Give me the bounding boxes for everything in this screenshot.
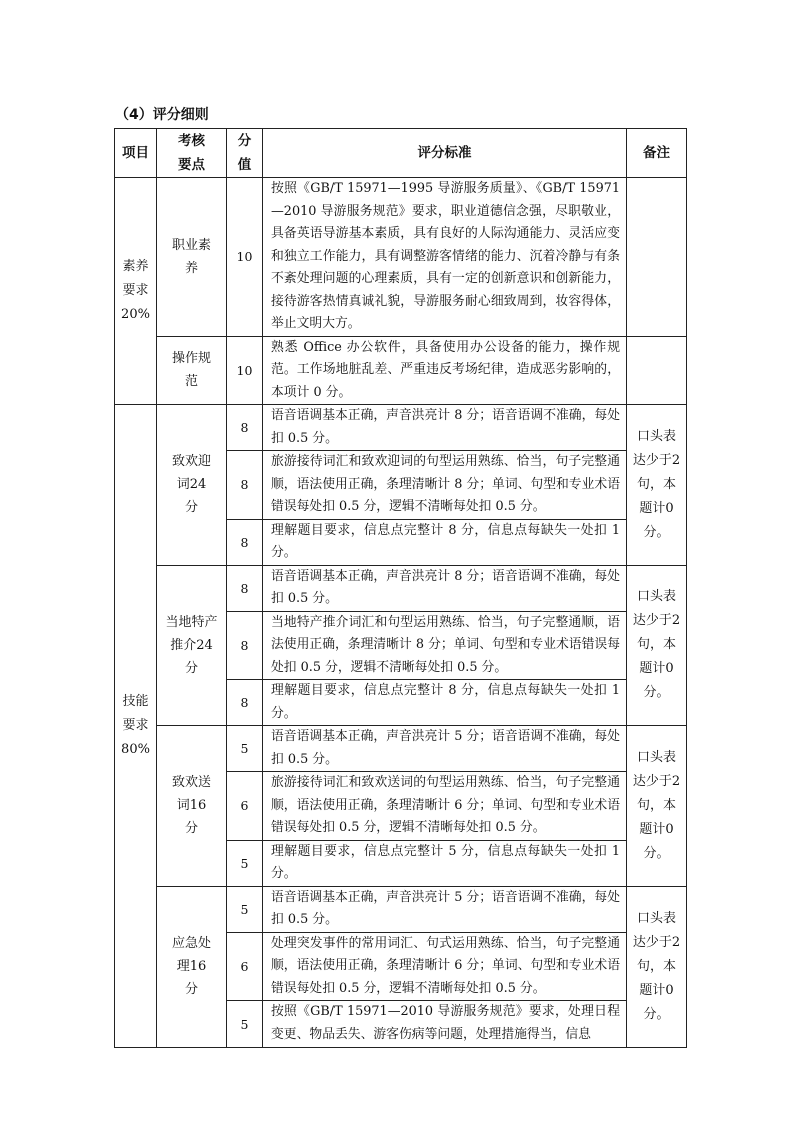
score-cell: 8 xyxy=(227,680,263,726)
criteria-cell: 理解题目要求，信息点完整计 8 分，信息点每缺失一处扣 1 分。 xyxy=(263,680,627,726)
note-cell: 口头表达少于2 句，本题计0 分。 xyxy=(627,726,687,887)
table-row xyxy=(115,178,687,337)
note-cell: 口头表达少于2 句，本题计0 分。 xyxy=(627,405,687,566)
criteria-cell: 语音语调基本正确，声音洪亮计 8 分；语音语调不准确，每处扣 0.5 分。 xyxy=(263,405,627,451)
criteria-cell: 当地特产推介词汇和句型运用熟练、恰当，句子完整通顺，语法使用正确，条理清晰计 8 分；单词、句型和专业术语错误每处扣 0.5 分，逻辑不清晰每处扣 0.5 分。 xyxy=(263,611,627,680)
score-cell: 6 xyxy=(227,932,263,1001)
header-note: 备注 xyxy=(627,129,687,178)
score-cell: 5 xyxy=(227,726,263,772)
scoring-table xyxy=(114,128,687,1048)
point-cell: 职业素养 xyxy=(157,178,227,337)
section-title: （4）评分细则 xyxy=(115,107,209,123)
point-cell: 应急处理16 分 xyxy=(157,886,227,1048)
criteria-cell: 理解题目要求，信息点完整计 8 分，信息点每缺失一处扣 1 分。 xyxy=(263,519,627,565)
score-cell: 6 xyxy=(227,772,263,841)
criteria-cell: 语音语调基本正确，声音洪亮计 8 分；语音语调不准确，每处扣 0.5 分。 xyxy=(263,565,627,611)
point-cell: 操作规范 xyxy=(157,336,227,405)
score-cell: 8 xyxy=(227,611,263,680)
criteria-cell: 理解题目要求，信息点完整计 5 分，信息点每缺失一处扣 1 分。 xyxy=(263,840,627,886)
score-cell: 5 xyxy=(227,840,263,886)
note-cell: 口头表达少于2 句，本题计0 分。 xyxy=(627,565,687,726)
note-cell xyxy=(627,178,687,337)
criteria-cell: 按照《GB/T 15971—1995 导游服务质量》、《GB/T 15971—2010 导游服务规范》要求，职业道德信念强，尽职敬业，具备英语导游基本素质，具有良好的人际沟通能力、灵活应变和独立工作能力，具有调整游客情绪的能力、沉着冷静与有条不紊处理问题的心理素质，具有一定的创新意识和创新能力，接待游客热情真诚礼貌，导游服务耐心细致周到，妆容得体，举止文明大方。 xyxy=(263,178,627,337)
point-cell: 当地特产推介24 分 xyxy=(157,565,227,726)
point-cell: 致欢迎词24 分 xyxy=(157,405,227,566)
table-row xyxy=(115,336,687,405)
table-row xyxy=(115,886,687,932)
score-cell: 5 xyxy=(227,886,263,932)
note-cell xyxy=(627,336,687,405)
criteria-cell: 语音语调基本正确，声音洪亮计 5 分；语音语调不准确，每处扣 0.5 分。 xyxy=(263,886,627,932)
point-cell: 致欢送词16 分 xyxy=(157,726,227,887)
table-row xyxy=(115,726,687,772)
criteria-cell: 按照《GB/T 15971—2010 导游服务规范》要求，处理日程变更、物品丢失、游客伤病等问题，处理措施得当，信息 xyxy=(263,1001,627,1048)
project-cell-skill: 技能要求80% xyxy=(115,405,157,1048)
score-cell: 8 xyxy=(227,405,263,451)
criteria-cell: 语音语调基本正确，声音洪亮计 5 分；语音语调不准确，每处扣 0.5 分。 xyxy=(263,726,627,772)
criteria-cell: 旅游接待词汇和致欢迎词的句型运用熟练、恰当，句子完整通顺，语法使用正确，条理清晰计 8 分；单词、句型和专业术语错误每处扣 0.5 分，逻辑不清晰每处扣 0.5 分。 xyxy=(263,451,627,520)
note-cell: 口头表达少于2 句，本题计0 分。 xyxy=(627,886,687,1048)
table-row xyxy=(115,565,687,611)
score-cell: 5 xyxy=(227,1001,263,1048)
score-cell: 10 xyxy=(227,178,263,337)
criteria-cell: 旅游接待词汇和致欢送词的句型运用熟练、恰当，句子完整通顺，语法使用正确，条理清晰计 6 分；单词、句型和专业术语错误每处扣 0.5 分，逻辑不清晰每处扣 0.5 分。 xyxy=(263,772,627,841)
table-row xyxy=(115,405,687,451)
score-cell: 8 xyxy=(227,451,263,520)
criteria-cell: 处理突发事件的常用词汇、句式运用熟练、恰当，句子完整通顺，语法使用正确，条理清晰计 6 分；单词、句型和专业术语错误每处扣 0.5 分，逻辑不清晰每处扣 0.5 分。 xyxy=(263,932,627,1001)
header-score: 分值 xyxy=(227,129,263,178)
score-cell: 10 xyxy=(227,336,263,405)
criteria-cell: 熟悉 Office 办公软件，具备使用办公设备的能力，操作规范。工作场地脏乱差、严重违反考场纪律，造成恶劣影响的，本项计 0 分。 xyxy=(263,336,627,405)
header-criteria: 评分标准 xyxy=(263,129,627,178)
header-point: 考核要点 xyxy=(157,129,227,178)
project-cell-literacy: 素养要求20% xyxy=(115,178,157,405)
header-project: 项目 xyxy=(115,129,157,178)
score-cell: 8 xyxy=(227,565,263,611)
score-cell: 8 xyxy=(227,519,263,565)
